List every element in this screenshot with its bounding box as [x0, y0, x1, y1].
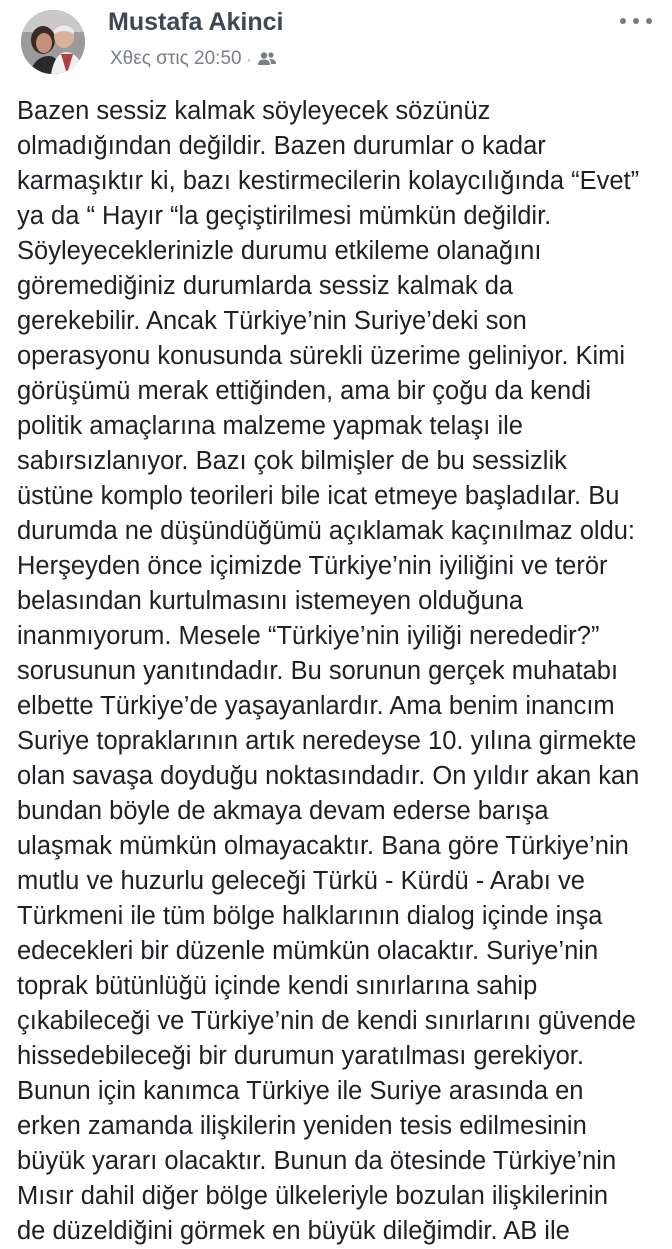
dot — [633, 18, 639, 24]
post-text — [17, 94, 667, 1249]
more-options-icon[interactable] — [620, 14, 652, 28]
post-text-line: bundan böyle de akmaya devam ederse barışa — [17, 797, 549, 825]
post-text-line: inanmıyorum. Mesele “Türkiye’nin iyiliği nerededir?” — [17, 622, 600, 650]
post-text-line: hissedebileceği bir durumun yaratılması gerekiyor. — [17, 1042, 584, 1070]
meta-separator: · — [246, 51, 252, 67]
post-header — [0, 0, 672, 82]
post-text-line: görüşümü merak ettiğinden, ama bir çoğu da kendi — [17, 377, 592, 405]
post-text-line: üstüne komplo teorileri bile icat etmeye başladılar. Bu — [17, 482, 620, 510]
post-text-line: Mısır dahil diğer bölge ülkeleriyle bozulan ilişkilerinin — [17, 1182, 609, 1210]
post-text-line: Söyleyeceklerinizle durumu etkileme olanağını — [17, 237, 542, 265]
post-text-line: büyük yararı olacaktır. Bunun da ötesinde Türkiye’nin — [17, 1147, 617, 1175]
post-text-line: olmadığından değildir. Bazen durumlar o kadar — [17, 132, 546, 160]
post-text-line: Herşeyden önce içimizde Türkiye’nin iyiliğini ve terör — [17, 552, 608, 580]
post-text-line: toprak bütünlüğü içinde kendi sınırlarına sahip — [17, 972, 538, 1000]
dot — [620, 18, 626, 24]
post-text-line: politik amaçlarına malzeme yapmak telaşı ile — [17, 412, 523, 440]
post-text-line: de düzeldiğini görmek en büyük dileğimdir. AB ile — [17, 1217, 570, 1245]
post-text-line: elbette Türkiye’de yaşayanlardır. Ama benim inancım — [17, 692, 615, 720]
post-text-line: Türkmeni ile tüm bölge halklarının dialog içinde inşa — [17, 902, 603, 930]
post-text-line: durumda ne düşündüğümü açıklamak kaçınılmaz oldu: — [17, 517, 636, 545]
post-text-line: karmaşıktır ki, bazı kestirmecilerin kolaycılığında “Evet” — [17, 167, 640, 195]
post-text-line: erken zamanda ilişkilerin yeniden tesis edilmesinin — [17, 1112, 587, 1140]
friends-icon[interactable] — [257, 51, 277, 67]
post-text-line: sabırsızlanıyor. Bazı çok bilmişler de bu sessizlik — [17, 447, 567, 475]
post-text-line: çıkabileceği ve Türkiye’nin de kendi sınırlarını güvende — [17, 1007, 636, 1035]
post-text-line: ulaşmak mümkün olmayacaktır. Bana göre Türkiye’nin — [17, 832, 629, 860]
author-name[interactable]: Mustafa Akinci — [108, 8, 284, 36]
post-text-line: Suriye topraklarının artık neredeyse 10. yılına girmekte — [17, 727, 637, 755]
post-text-line: mutlu ve huzurlu geleceği Türkü - Kürdü - Arabı ve — [17, 867, 585, 895]
post-text-line: belasından kurtulmasını istemeyen olduğuna — [17, 587, 524, 615]
post-text-line: edecekleri bir düzenle mümkün olacaktır. Suriye’nin — [17, 937, 599, 965]
post-text-line: gerekebilir. Ancak Türkiye’nin Suriye’deki son — [17, 307, 527, 335]
post-text-line: ya da “ Hayır “la geçiştirilmesi mümkün değildir. — [17, 202, 552, 230]
post-text-line: Bunun için kanımca Türkiye ile Suriye arasında en — [17, 1077, 584, 1105]
dot — [646, 18, 652, 24]
post-text-line: olan savaşa doyduğu noktasındadır. On yıldır akan kan — [17, 762, 640, 790]
post-text-line: göremediğiniz durumlarda sessiz kalmak da — [17, 272, 514, 300]
post-text-line: operasyonu konusunda sürekli üzerime geliniyor. Kimi — [17, 342, 626, 370]
profile-photo — [21, 10, 85, 74]
post-text-line: Bazen sessiz kalmak söyleyecek sözünüz — [17, 97, 491, 125]
post-text-line: sorusunun yanıtındadır. Bu sorunun gerçek muhatabı — [17, 657, 619, 685]
post-timestamp[interactable]: Χθες στις 20:50 — [110, 48, 242, 69]
post-meta — [110, 46, 277, 72]
avatar[interactable] — [21, 10, 85, 74]
